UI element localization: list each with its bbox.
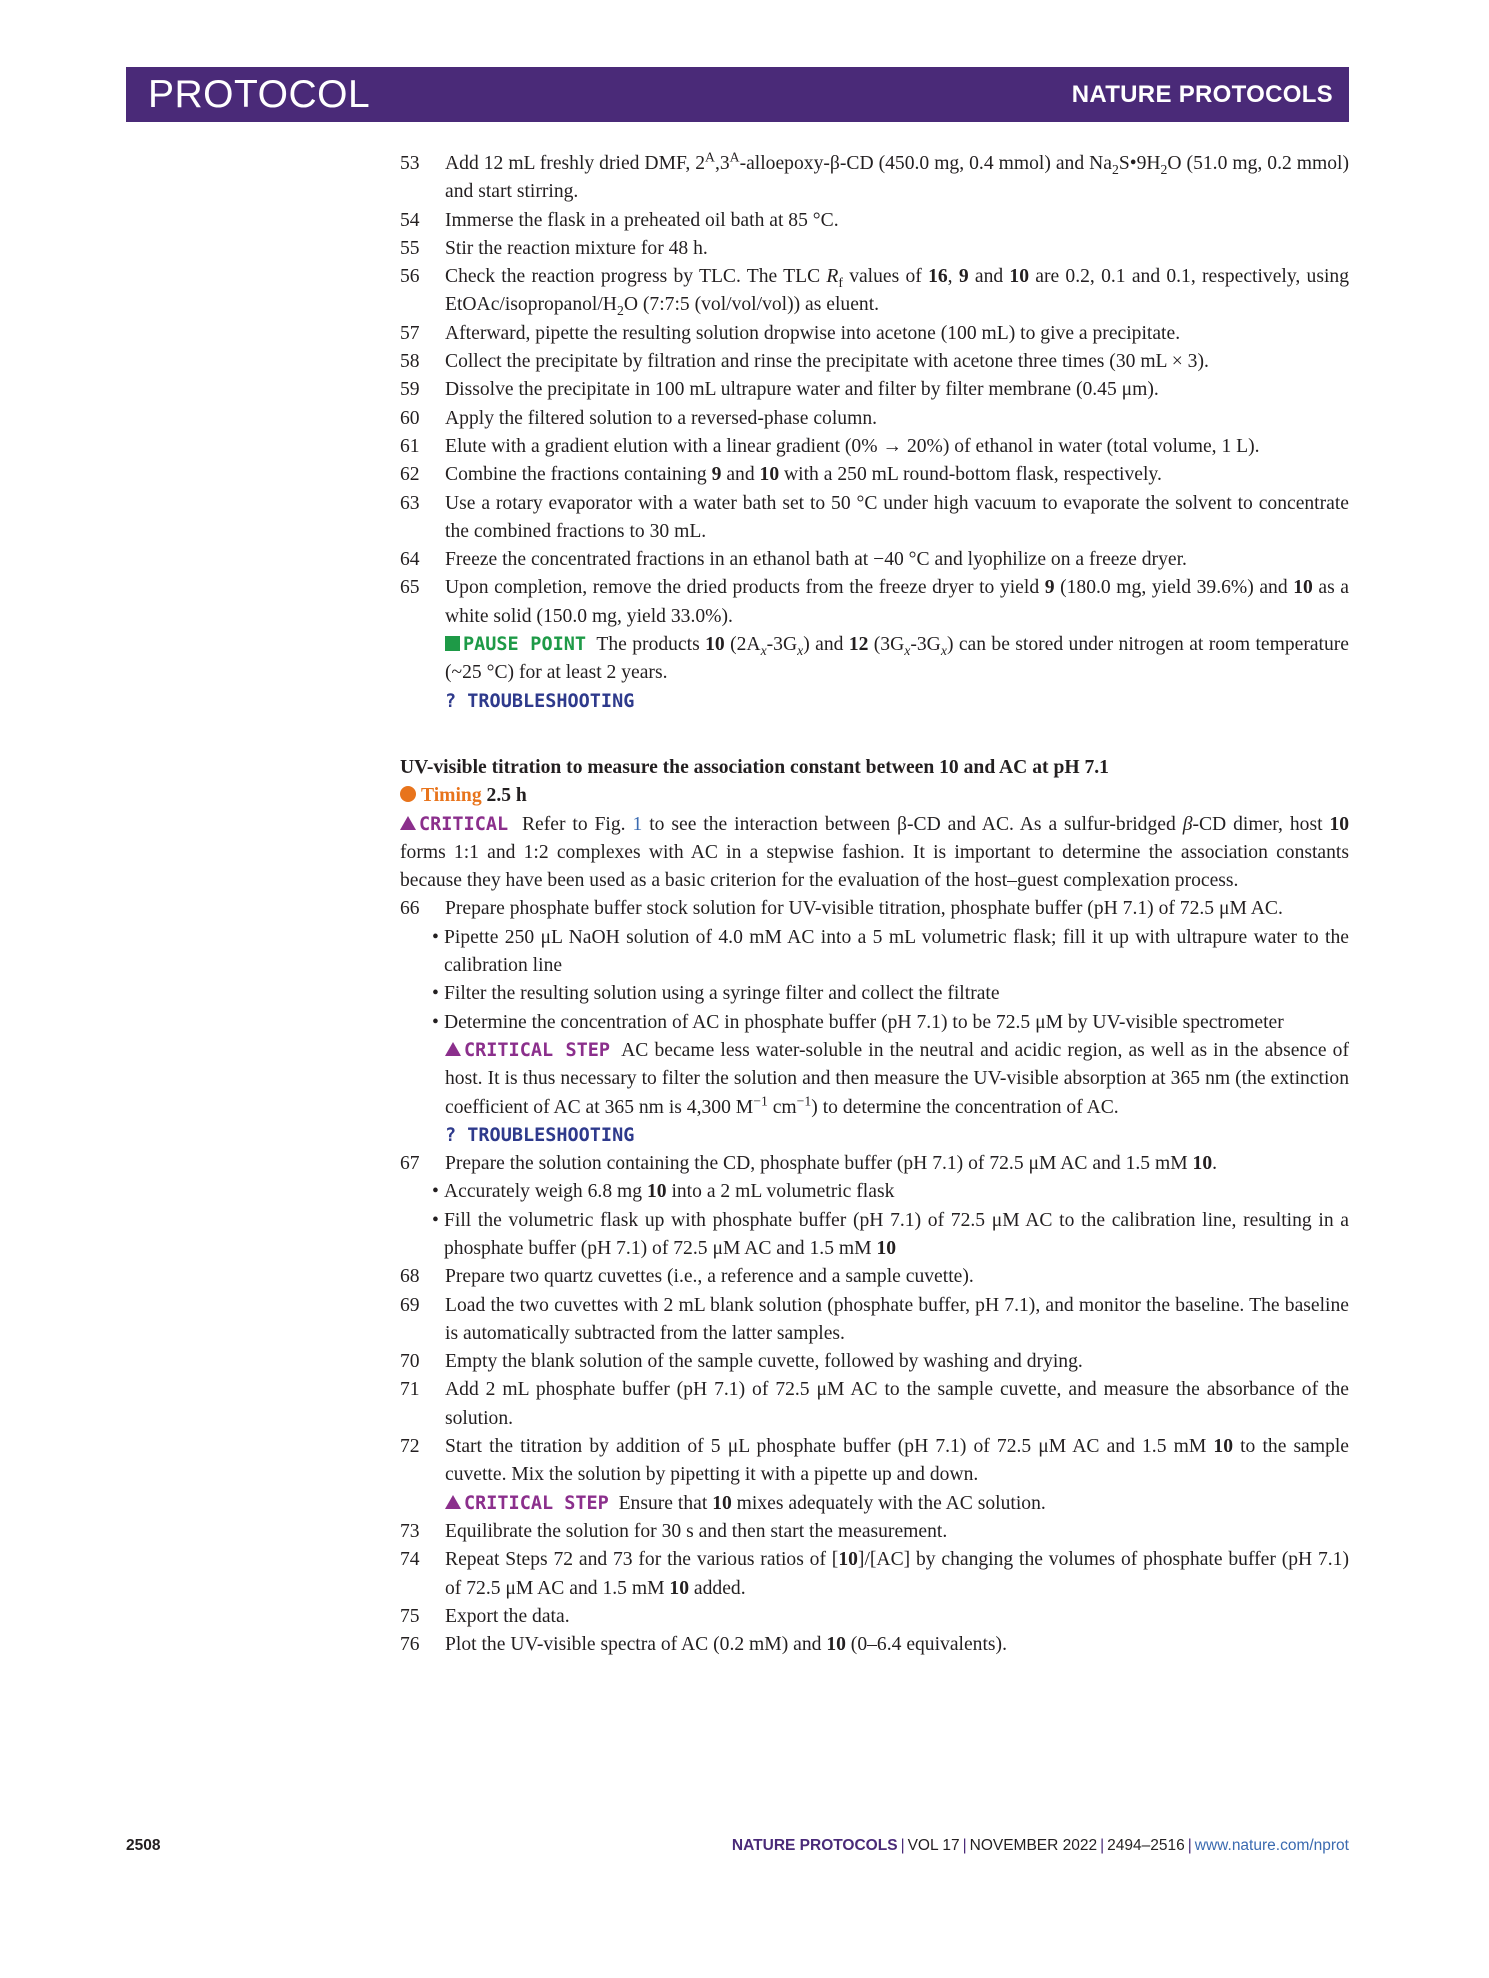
step-72: 72 Start the titration by addition of 5 μL phosphate buffer (pH 7.1) of 72.5 μM AC and 1.5 mM 10 to the sample cuvette. Mix the solution by pipetting it with a pipette up and down. bbox=[400, 1436, 1350, 1486]
step-67-bullet-1: • Accurately weigh 6.8 mg 10 into a 2 mL volumetric flask bbox=[432, 1181, 895, 1203]
step-66-bullet-1: • Pipette 250 μL NaOH solution of 4.0 mM AC into a 5 mL volumetric flask; fill it up with ultrapure water to the calibration line bbox=[432, 926, 1349, 977]
troubleshooting-link-2[interactable]: ? TROUBLESHOOTING bbox=[445, 1124, 635, 1146]
step-67-bullet-2: • Fill the volumetric flask up with phosphate buffer (pH 7.1) of 72.5 μM AC to the calibration line, resulting in a phosphate buffer (pH 7.1) of 72.5 μM AC and 1.5 mM 10 bbox=[432, 1209, 1349, 1259]
timing-dot-icon bbox=[400, 786, 416, 802]
section-label: PROTOCOL bbox=[148, 72, 371, 116]
step-76: 76 Plot the UV-visible spectra of AC (0.2 mM) and 10 (0–6.4 equivalents). bbox=[400, 1634, 1007, 1656]
step-59: 59 Dissolve the precipitate in 100 mL ultrapure water and filter by filter membrane (0.45 μm). bbox=[400, 379, 1159, 401]
critical-triangle-icon bbox=[400, 816, 416, 830]
critical-step-66: CRITICAL STEP AC became less water-soluble in the neutral and acidic region, as well as in the absence of host. It is thus necessary to filter the solution and then measure the UV-visible absorption at 365 nm (the extinction coefficient of AC at 365 nm is 4,300 $M^{-1}$ $cm^{-1}$) to determine the concentration of AC. bbox=[445, 1039, 1350, 1118]
step-67: 67 Prepare the solution containing the CD, phosphate buffer (pH 7.1) of 72.5 μM AC and 1.5 mM 10. bbox=[400, 1153, 1218, 1175]
troubleshooting-link-1[interactable]: ? TROUBLESHOOTING bbox=[445, 690, 635, 712]
step-69: 69 Load the two cuvettes with 2 mL blank solution (phosphate buffer, pH 7.1), and monitor the baseline. The baseline is automatically subtracted from the latter samples. bbox=[400, 1294, 1349, 1344]
critical-note: CRITICAL Refer to Fig. 1 to see the interaction between β-CD and AC. As a sulfur-bridged β-CD dimer, host 10 forms 1:1 and 1:2 complexes with AC in a stepwise fashion. It is important to determine the association constants because they have been used as a basic criterion for the evaluation of the host–guest complexation process. bbox=[400, 813, 1350, 892]
page-header bbox=[126, 67, 1349, 122]
page-footer bbox=[126, 1837, 1349, 1863]
step-66-bullet-3: • Determine the concentration of AC in phosphate buffer (pH 7.1) to be 72.5 μM by UV-visible spectrometer bbox=[432, 1011, 1284, 1033]
pause-square-icon bbox=[445, 636, 460, 651]
critical-triangle-icon bbox=[445, 1495, 461, 1509]
citation-line: NATURE PROTOCOLS | VOL 17 | NOVEMBER 2022 | 2494–2516 | www.nature.com/nprot bbox=[731, 1837, 1349, 1854]
page-number: 2508 bbox=[126, 1837, 161, 1854]
step-73: 73 Equilibrate the solution for 30 s and then start the measurement. bbox=[400, 1520, 948, 1542]
step-56: 56 Check the reaction progress by TLC. The TLC $R_f$ values of 16, 9 and 10 are 0.2, 0.1 and 0.1, respectively, using EtOAc/$isopropanol/H_2O$ (7:7:5 (vol/vol/vol)) as eluent. bbox=[400, 266, 1349, 319]
journal-url-link[interactable]: www.nature.com/nprot bbox=[1194, 1837, 1349, 1854]
step-70: 70 Empty the blank solution of the sample cuvette, followed by washing and drying. bbox=[400, 1351, 1083, 1373]
step-61: 61 Elute with a gradient elution with a linear gradient (0% → 20%) of ethanol in water (total volume, 1 L). bbox=[400, 435, 1260, 457]
pause-point-note: PAUSE POINT The products 10 $(2A_x-3G_x)$ and 12 $(3G_x-3G_x)$ can be stored under nitrogen at room temperature (~25 °C) for at least 2 years. bbox=[445, 634, 1350, 684]
section-heading: UV-visible titration to measure the association constant between 10 and AC at pH 7.1 bbox=[400, 756, 1109, 778]
step-55: 55 Stir the reaction mixture for 48 h. bbox=[400, 237, 708, 259]
step-62: 62 Combine the fractions containing 9 and 10 with a 250 mL round-bottom flask, respectively. bbox=[400, 464, 1162, 486]
step-66: 66 Prepare phosphate buffer stock solution for UV-visible titration, phosphate buffer (pH 7.1) of 72.5 μM AC. bbox=[400, 898, 1283, 920]
step-53: 53 Add 12 mL freshly dried DMF, $2^A,3^A-alloepoxy-\beta-CD$ (450.0 mg, 0.4 mmol) and $Na_2S•9H_2O$ (51.0 mg, 0.2 mmol) and start stirring. bbox=[400, 149, 1350, 203]
step-75: 75 Export the data. bbox=[400, 1605, 570, 1627]
protocol-body bbox=[400, 150, 1349, 1659]
step-74: 74 Repeat Steps 72 and 73 for the various ratios of [10]/[AC] by changing the volumes of phosphate buffer (pH 7.1) of 72.5 μM AC and 1.5 mM 10 added. bbox=[400, 1549, 1350, 1599]
step-57: 57 Afterward, pipette the resulting solution dropwise into acetone (100 mL) to give a precipitate. bbox=[400, 322, 1181, 344]
critical-step-72: CRITICAL STEP Ensure that 10 mixes adequately with the AC solution. bbox=[400, 1490, 1349, 1518]
timing-line: Timing 2.5 h bbox=[400, 782, 1349, 810]
step-71: 71 Add 2 mL phosphate buffer (pH 7.1) of 72.5 μM AC to the sample cuvette, and measure the absorbance of the solution. bbox=[400, 1379, 1349, 1429]
step-60: 60 Apply the filtered solution to a reversed-phase column. bbox=[400, 407, 878, 429]
step-63: 63 Use a rotary evaporator with a water bath set to 50 °C under high vacuum to evaporate the solvent to concentrate the combined fractions to 30 mL. bbox=[400, 492, 1349, 542]
step-66-bullet-2: • Filter the resulting solution using a syringe filter and collect the filtrate bbox=[432, 983, 1000, 1005]
figure-link[interactable]: 1 bbox=[632, 813, 643, 835]
step-68: 68 Prepare two quartz cuvettes (i.e., a reference and a sample cuvette). bbox=[400, 1266, 974, 1288]
step-54: 54 Immerse the flask in a preheated oil bath at 85 °C. bbox=[400, 209, 839, 231]
journal-name: NATURE PROTOCOLS bbox=[1071, 80, 1333, 108]
critical-triangle-icon bbox=[445, 1042, 461, 1056]
step-58: 58 Collect the precipitate by filtration and rinse the precipitate with acetone three times (30 mL × 3). bbox=[400, 351, 1209, 373]
step-65: 65 Upon completion, remove the dried products from the freeze dryer to yield 9 (180.0 mg, yield 39.6%) and 10 as a white solid (150.0 mg, yield 33.0%). bbox=[400, 577, 1349, 627]
step-64: 64 Freeze the concentrated fractions in an ethanol bath at −40 °C and lyophilize on a freeze dryer. bbox=[400, 549, 1187, 571]
